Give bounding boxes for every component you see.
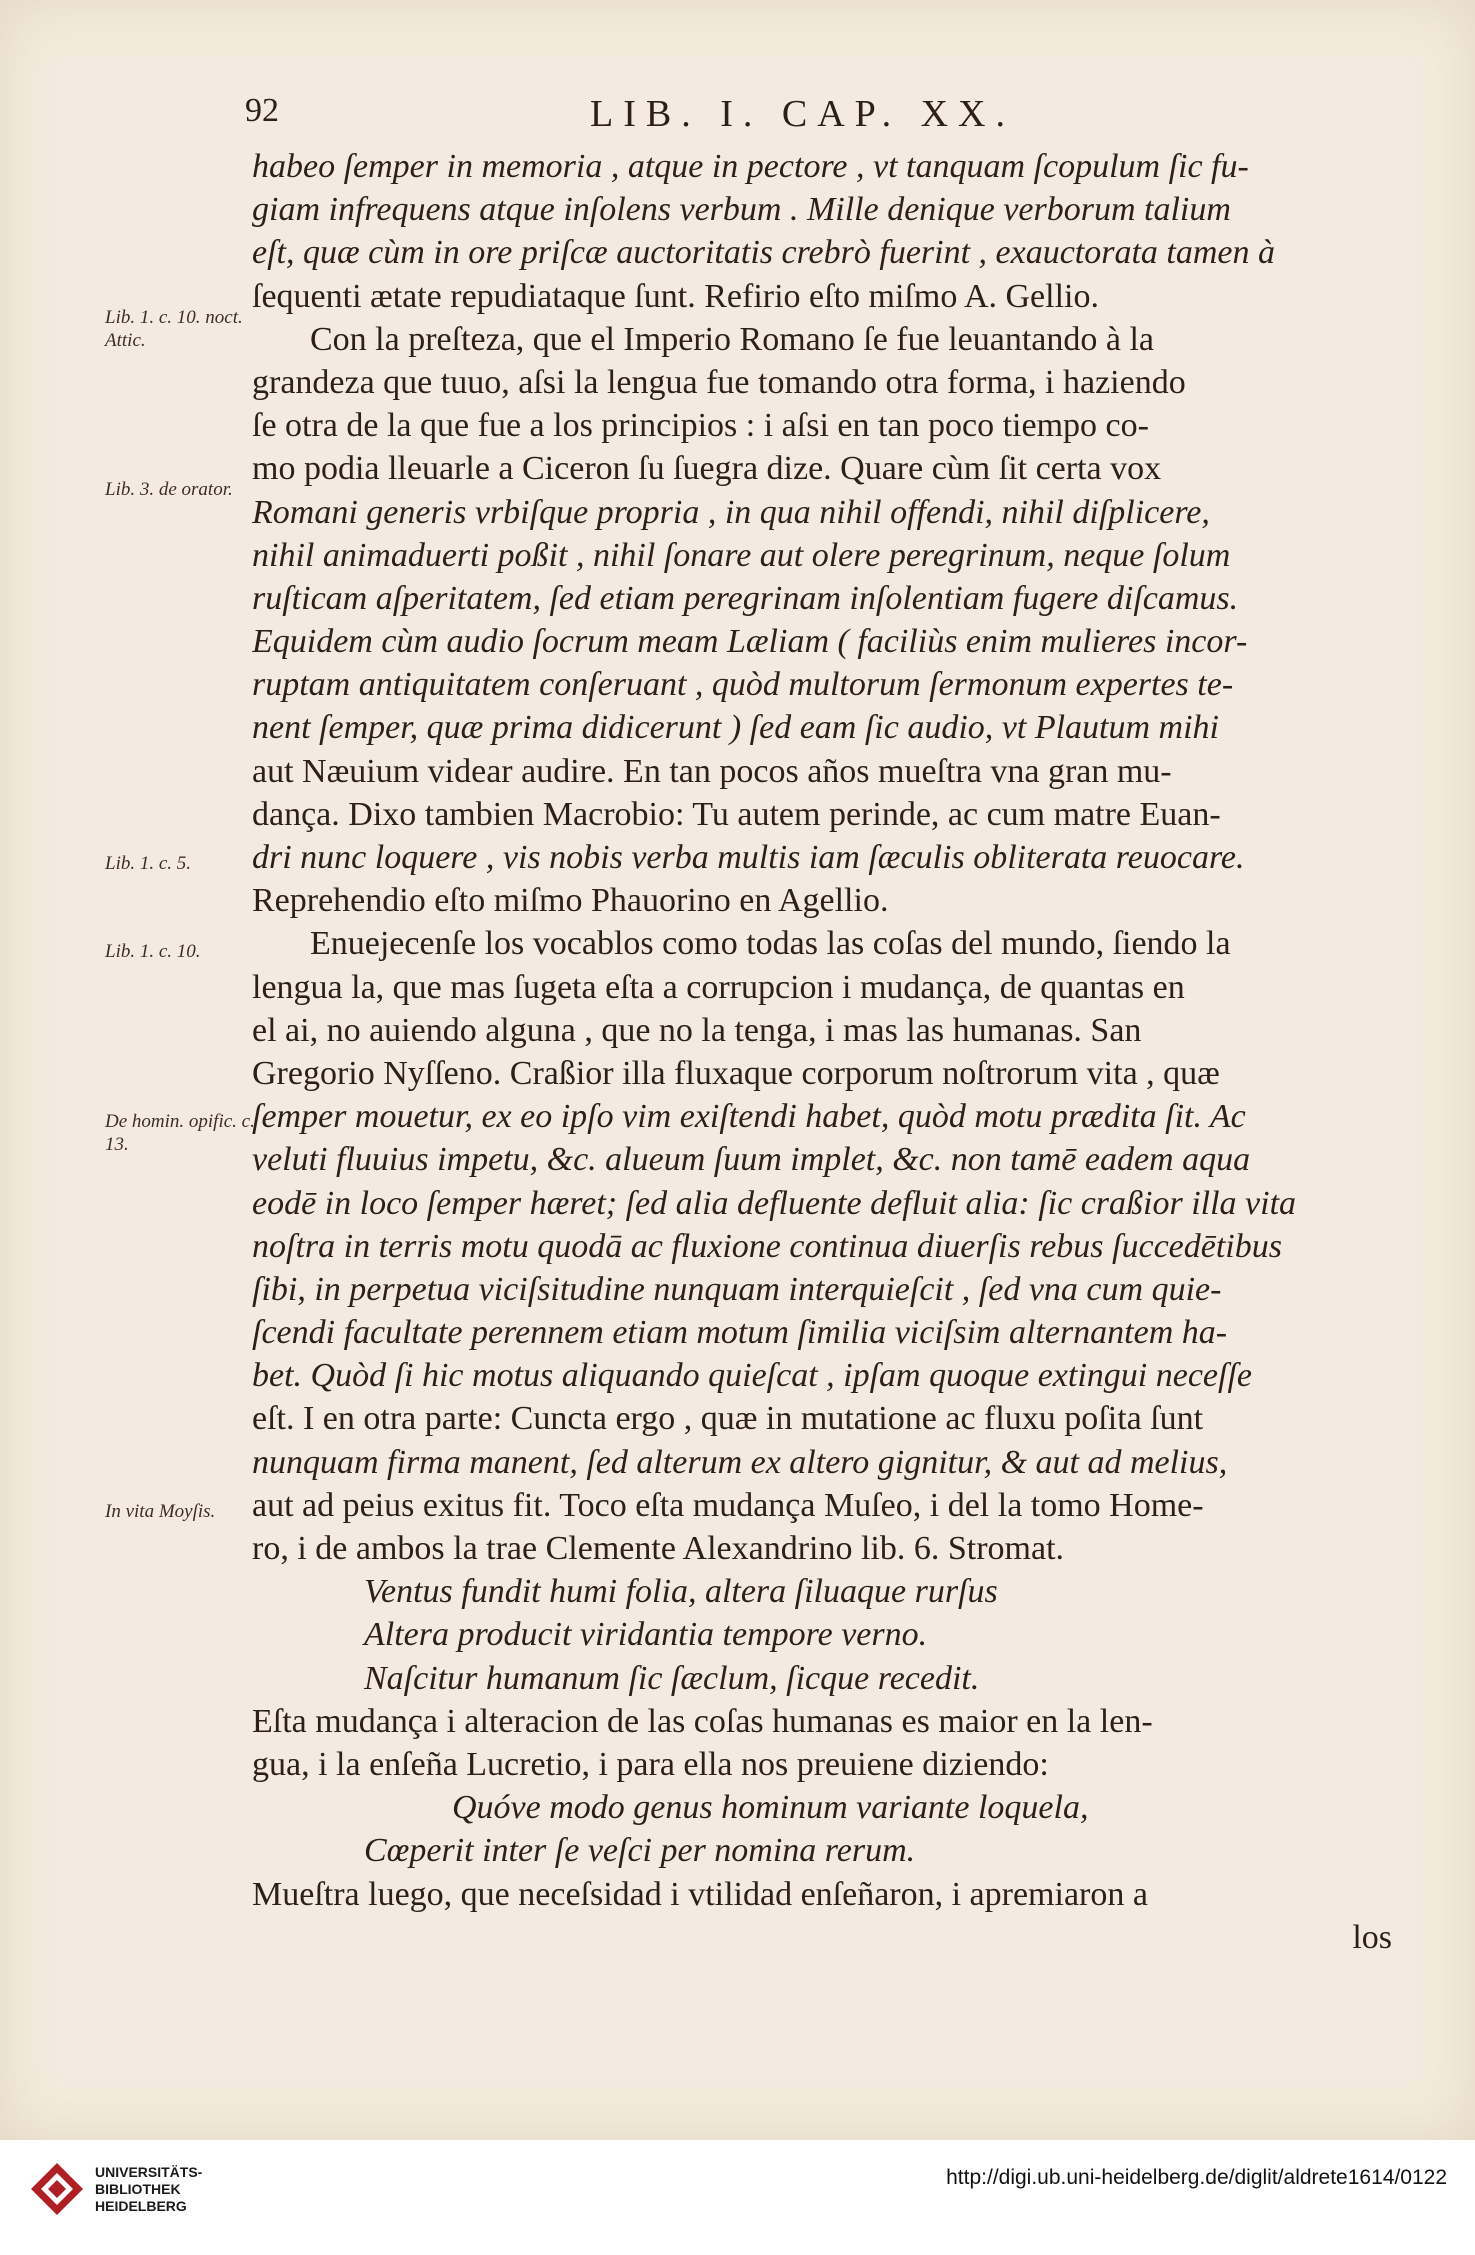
source-url-link[interactable]: http://digi.ub.uni-heidelberg.de/diglit/aldrete1614/0122 [946, 2166, 1447, 2189]
text-line: Quóve modo genus hominum variante loquela, [452, 1789, 1089, 1827]
text-line: Altera producit viridantia tempore verno. [364, 1616, 928, 1654]
text-line: giam infrequens atque inſolens verbum . Mille denique verborum talium [252, 191, 1231, 229]
text-line: ſequenti ætate repudiataque ſunt. Refirio eſto miſmo A. Gellio. [252, 277, 1099, 315]
text-line: Con la preſteza, que el Imperio Romano ſe fue leuantando à la [310, 320, 1155, 358]
margin-note: In vita Moyſis. [105, 1501, 216, 1522]
text-line: habeo ſemper in memoria , atque in pectore , vt tanquam ſcopulum ſic fu- [252, 148, 1249, 185]
text-line: eodē in loco ſemper hæret; ſed alia defluente defluit alia: ſic craßior illa vita [252, 1184, 1297, 1222]
text-line: lengua la, que mas ſugeta eſta a corrupcion i mudança, de quantas en [252, 968, 1185, 1006]
text-line: Enuejecenſe los vocablos como todas las coſas del mundo, ſiendo la [310, 925, 1231, 963]
body-text [252, 145, 1412, 1959]
footer-bar [0, 2140, 1475, 2255]
margin-note: Lib. 3. de orator. [105, 479, 233, 500]
text-line: eſt. I en otra parte: Cuncta ergo , quæ in mutatione ac fluxu poſita ſunt [252, 1400, 1204, 1438]
university-library-logo-icon [28, 2160, 86, 2218]
text-line: ruſticam aſperitatem, ſed etiam peregrinam inſolentiam fugere diſcamus. [252, 579, 1239, 617]
text-line: grandeza que tuuo, aſsi la lengua fue tomando otra forma, i haziendo [252, 363, 1186, 401]
text-line: los [1352, 1918, 1392, 1956]
running-head: LIB. I. CAP. XX. [590, 93, 1015, 135]
text-line: Naſcitur humanum ſic ſæclum, ſicque recedit. [364, 1659, 980, 1697]
text-line: veluti fluuius impetu, &c. alueum ſuum implet, &c. non tamē eadem aqua [252, 1141, 1251, 1179]
text-line: aut ad peius exitus fit. Toco eſta mudança Muſeo, i del la tomo Home- [252, 1486, 1204, 1524]
text-line: ſemper mouetur, ex eo ipſo vim exiſtendi habet, quòd motu prædita ſit. Ac [252, 1098, 1246, 1136]
text-line: ſibi, in perpetua viciſsitudine nunquam interquieſcit , ſed vna cum quie- [252, 1270, 1222, 1308]
text-line: bet. Quòd ſi hic motus aliquando quieſcat , ipſam quoque extingui neceſſe [252, 1357, 1252, 1395]
page-header [245, 92, 1405, 135]
text-line: gua, i la enſeña Lucretio, i para ella nos preuiene diziendo: [252, 1745, 1049, 1783]
text-line: dri nunc loquere , vis nobis verba multis iam ſæculis obliterata reuocare. [252, 839, 1245, 876]
text-line: nihil animaduerti poßit , nihil ſonare aut olere peregrinum, neque ſolum [252, 536, 1231, 574]
margin-note: Lib. 1. c. 10. [105, 941, 201, 962]
text-line: aut Næuium videar audire. En tan pocos años mueſtra vna gran mu- [252, 752, 1172, 790]
text-line: Cœperit inter ſe veſci per nomina rerum. [364, 1832, 916, 1870]
text-line: nent ſemper, quæ prima didicerunt ) ſed eam ſic audio, vt Plautum mihi [252, 709, 1219, 747]
text-line: el ai, no auiendo alguna , que no la tenga, i mas las humanas. San [252, 1011, 1142, 1049]
text-line: mo podia lleuarle a Ciceron ſu ſuegra dize. Quare cùm ſit certa vox [252, 450, 1162, 488]
text-line: Romani generis vrbiſque propria , in qua nihil offendi, nihil diſplicere, [252, 493, 1210, 531]
text-line: ruptam antiquitatem conſeruant , quòd multorum ſermonum expertes te- [252, 666, 1234, 704]
margin-note: Lib. 1. c. 5. [105, 853, 192, 874]
text-line: ro, i de ambos la trae Clemente Alexandrino lib. 6. Stromat. [252, 1530, 1065, 1567]
text-line: dança. Dixo tambien Macrobio: Tu autem perinde, ac cum matre Euan- [252, 795, 1221, 833]
text-line: eſt, quæ cùm in ore priſcæ auctoritatis crebrò fuerint , exauctorata tamen à [252, 234, 1276, 272]
text-line: Mueſtra luego, que neceſsidad i vtilidad enſeñaron, i apremiaron a [252, 1875, 1148, 1913]
text-line: nunquam firma manent, ſed alterum ex altero gignitur, & aut ad melius, [252, 1443, 1228, 1481]
text-line: ſcendi facultate perennem etiam motum ſimilia viciſsim alternantem ha- [252, 1314, 1228, 1352]
library-name: UNIVERSITÄTS- BIBLIOTHEK HEIDELBERG [95, 2164, 203, 2214]
text-line: Ventus fundit humi folia, altera ſiluaque rurſus [364, 1573, 998, 1611]
text-line: Gregorio Nyſſeno. Craßior illa fluxaque corporum noſtrorum vita , quæ [252, 1054, 1220, 1092]
page-number: 92 [245, 92, 279, 129]
text-line: ſe otra de la que fue a los principios : i aſsi en tan poco tiempo co- [252, 407, 1149, 445]
margin-note: Lib. 1. c. 10. noct. Attic. [105, 307, 243, 351]
text-line: Eſta mudança i alteracion de las coſas humanas es maior en la len- [252, 1702, 1153, 1740]
text-line: noſtra in terris motu quodā ac fluxione continua diuerſis rebus ſuccedētibus [252, 1227, 1282, 1265]
text-line: Reprehendio eſto miſmo Phauorino en Agellio. [252, 882, 889, 920]
margin-note: De homin. opific. c. 13. [105, 1111, 255, 1155]
text-line: Equidem cùm audio ſocrum meam Læliam ( faciliùs enim mulieres incor- [252, 623, 1248, 661]
